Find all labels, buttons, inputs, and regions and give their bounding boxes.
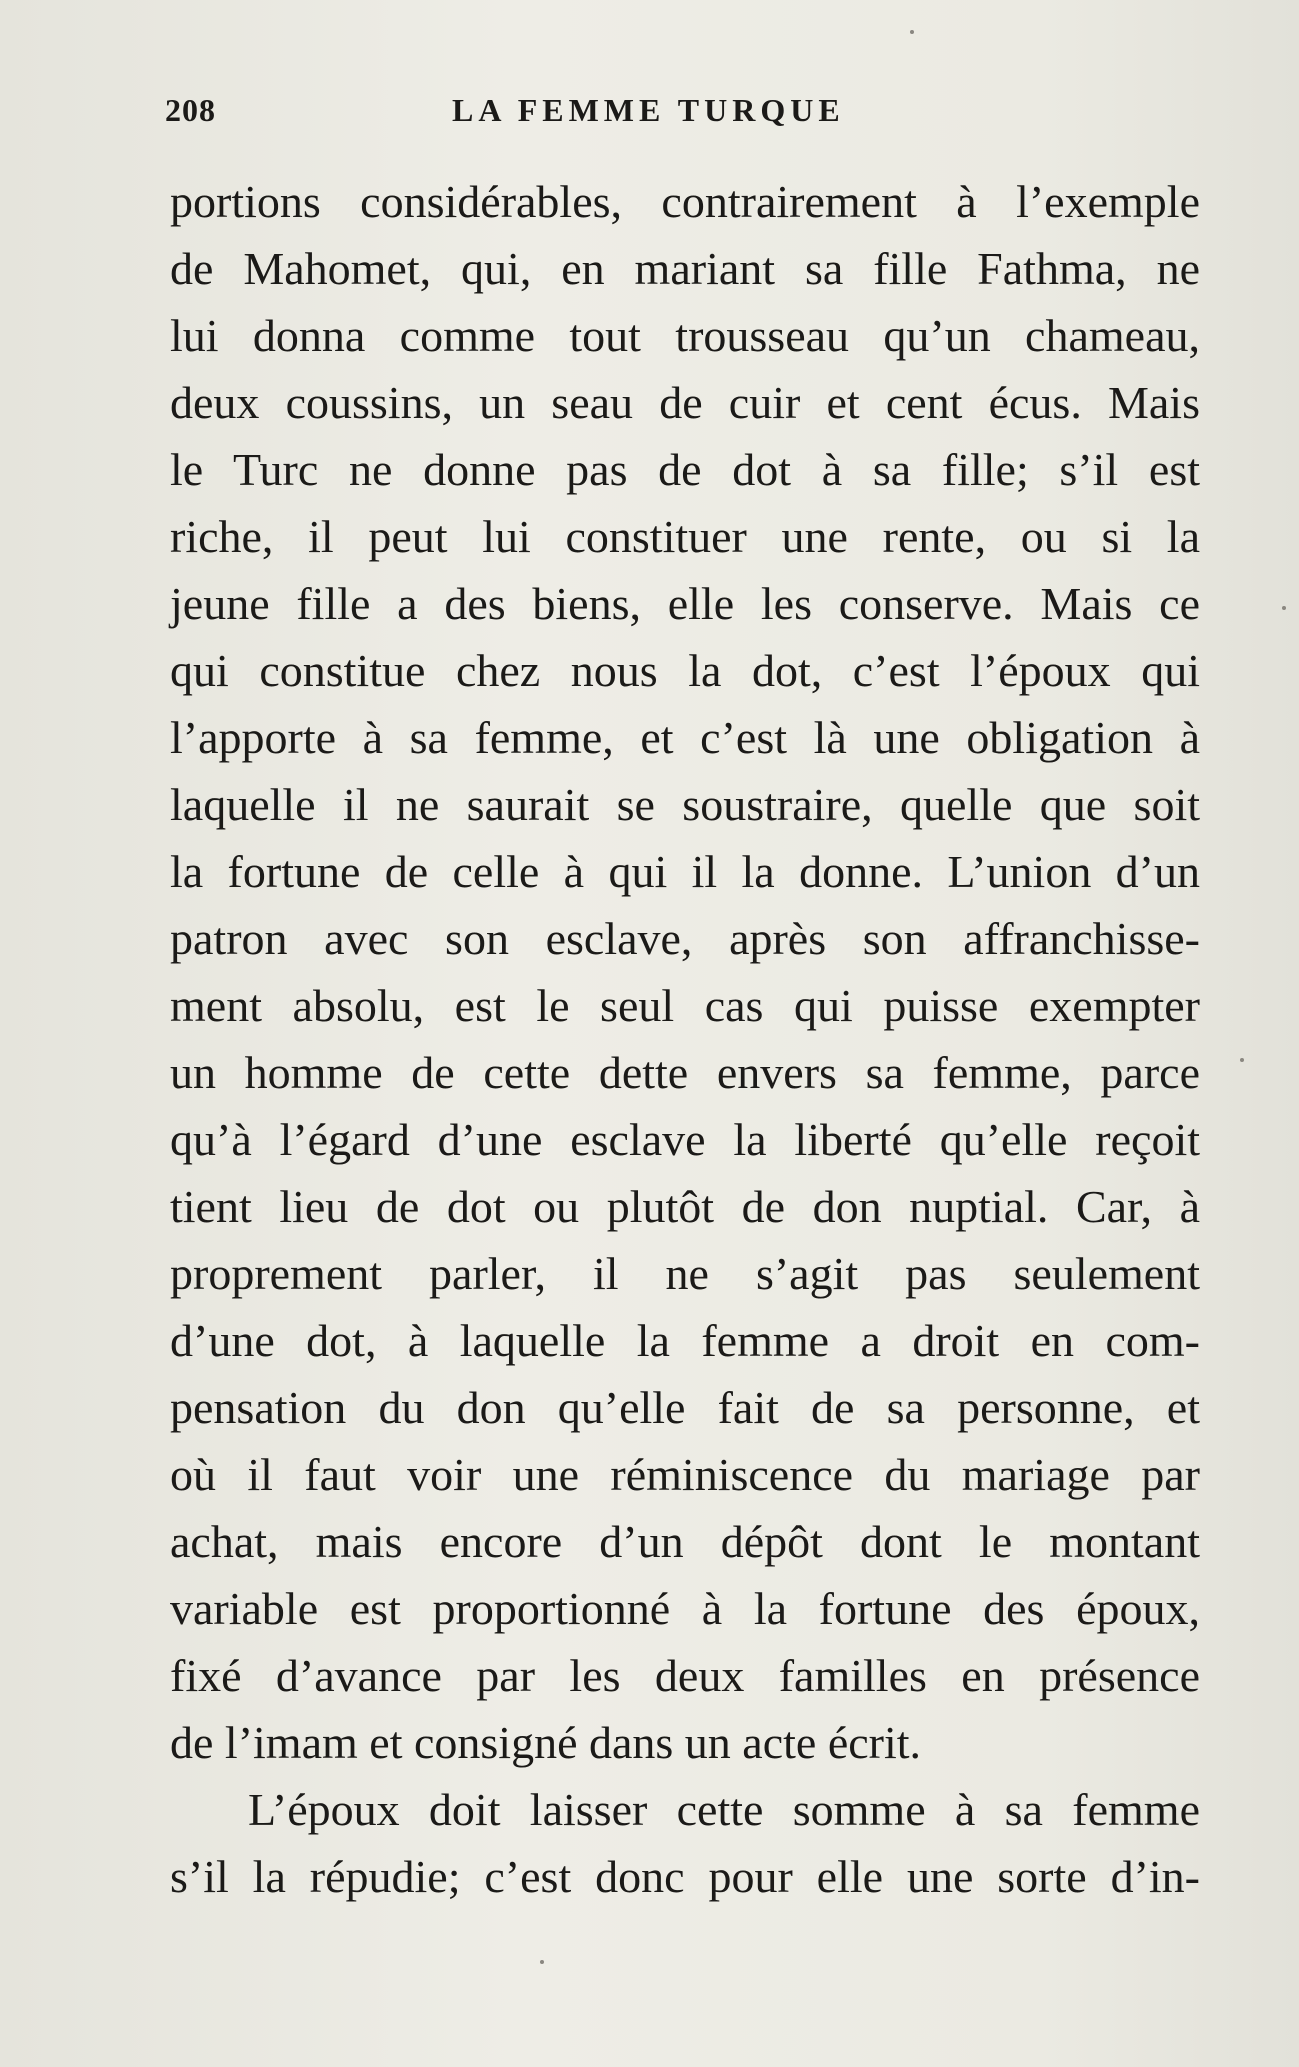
paper-speck	[1282, 606, 1286, 610]
text-line: s’il la répudie; c’est donc pour elle une sorte d’in-	[170, 1851, 1200, 1902]
paper-speck	[540, 1960, 544, 1964]
body-text	[170, 168, 1200, 1910]
paper-speck	[910, 30, 914, 34]
text-line: qui constitue chez nous la dot, c’est l’époux qui	[170, 645, 1200, 696]
text-line: où il faut voir une réminiscence du mariage par	[170, 1449, 1200, 1500]
text-line: variable est proportionné à la fortune des époux,	[170, 1583, 1200, 1634]
paragraph-start-line: L’époux doit laisser cette somme à sa femme	[248, 1784, 1200, 1835]
text-line: riche, il peut lui constituer une rente, ou si la	[170, 511, 1200, 562]
text-line: de Mahomet, qui, en mariant sa fille Fathma, ne	[170, 243, 1200, 294]
text-line: fixé d’avance par les deux familles en présence	[170, 1650, 1200, 1701]
text-line: patron avec son esclave, après son affranchisse-	[170, 913, 1200, 964]
text-line: deux coussins, un seau de cuir et cent écus. Mais	[170, 377, 1200, 428]
text-line: achat, mais encore d’un dépôt dont le montant	[170, 1516, 1200, 1567]
text-line: proprement parler, il ne s’agit pas seulement	[170, 1248, 1200, 1299]
text-line: jeune fille a des biens, elle les conserve. Mais ce	[170, 578, 1200, 629]
page-number: 208	[165, 92, 216, 128]
text-line: laquelle il ne saurait se soustraire, quelle que soit	[170, 779, 1200, 830]
text-line: tient lieu de dot ou plutôt de don nuptial. Car, à	[170, 1181, 1200, 1232]
running-title: LA FEMME TURQUE	[452, 92, 845, 128]
text-line: portions considérables, contrairement à l’exemple	[170, 176, 1200, 227]
text-line: lui donna comme tout trousseau qu’un chameau,	[170, 310, 1200, 361]
text-line: la fortune de celle à qui il la donne. L’union d’un	[170, 846, 1200, 897]
text-line: le Turc ne donne pas de dot à sa fille; s’il est	[170, 444, 1200, 495]
text-line: qu’à l’égard d’une esclave la liberté qu’elle reçoit	[170, 1114, 1200, 1165]
text-line: d’une dot, à laquelle la femme a droit en com-	[170, 1315, 1200, 1366]
text-line: pensation du don qu’elle fait de sa personne, et	[170, 1382, 1200, 1433]
text-line: ment absolu, est le seul cas qui puisse exempter	[170, 980, 1200, 1031]
text-line: un homme de cette dette envers sa femme, parce	[170, 1047, 1200, 1098]
page-header	[165, 92, 1065, 138]
paragraph-end-line: de l’imam et consigné dans un acte écrit.	[170, 1717, 922, 1768]
text-line: l’apporte à sa femme, et c’est là une obligation à	[170, 712, 1200, 763]
paper-speck	[1240, 1058, 1244, 1062]
